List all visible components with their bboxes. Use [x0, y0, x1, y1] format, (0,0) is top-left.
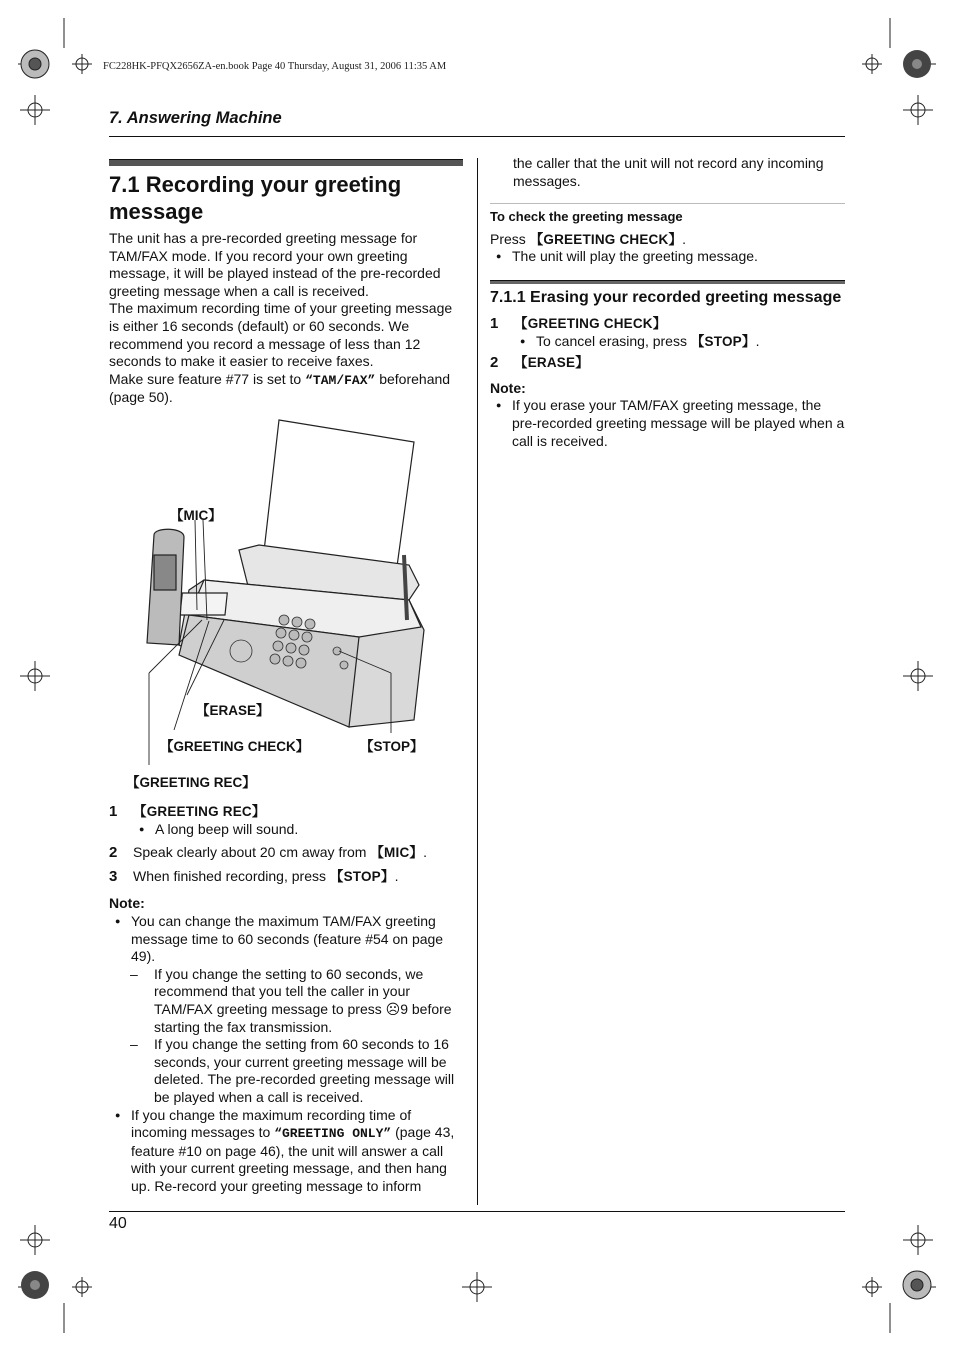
footer-rule [109, 1211, 845, 1212]
step-3: 3 When finished recording, press 【STOP】. [109, 867, 399, 885]
thin-rule [490, 203, 845, 204]
registration-target-top-left [21, 50, 49, 78]
sub-heading: 7.1.1 Erasing your recorded greeting message [490, 288, 842, 306]
check-bullet: ● The unit will play the greeting message. [490, 248, 845, 266]
note-bullet-2: ● If you change the maximum recording time of incoming messages to “GREETING ONLY” (page 43, feature #10 on page 46), the unit will answer a call with your current greeting message, and then hang up. Re-record your greeting message to inform [109, 1107, 463, 1196]
erase-step-1-bullet: ● To cancel erasing, press 【STOP】. [514, 333, 845, 351]
callout-erase: 【ERASE】 [196, 703, 270, 718]
greeting-only-setting: “GREETING ONLY” [274, 1126, 392, 1142]
erase-step-1: 1 【GREETING CHECK】 [490, 314, 667, 332]
stop-key: 【STOP】 [329, 868, 395, 884]
callout-greeting-rec: 【GREETING REC】 [126, 775, 256, 790]
erase-stop-key: 【STOP】 [690, 333, 756, 349]
erase-note-bullet: ● If you erase your TAM/FAX greeting message, the pre-recorded greeting message will be played when a call is received. [490, 397, 845, 450]
erase-greeting-check-key: 【GREETING CHECK】 [514, 315, 667, 331]
step-2: 2 Speak clearly about 20 cm away from 【MIC】. [109, 844, 427, 862]
callout-stop: 【STOP】 [360, 739, 424, 754]
column-divider [477, 158, 478, 1205]
header-rule [109, 136, 845, 137]
registration-target-bottom-right [903, 1271, 931, 1299]
registration-target-bottom-left [21, 1271, 49, 1299]
greeting-rec-key: 【GREETING REC】 [133, 804, 266, 819]
note-label: Note: [109, 895, 145, 912]
erase-note-label: Note: [490, 379, 526, 396]
callout-greeting-check: 【GREETING CHECK】 [160, 739, 310, 754]
print-header: FC228HK-PFQX2656ZA-en.book Page 40 Thursday, August 31, 2006 11:35 AM [103, 61, 447, 72]
callout-mic: 【MIC】 [170, 508, 222, 523]
continuation-text: the caller that the unit will not record any incoming messages. [513, 155, 824, 189]
tam-fax-setting: “TAM/FAX” [305, 372, 376, 388]
note-dash-2: – If you change the setting from 60 seconds to 16 seconds, your current greeting message will be deleted. The pre-recorded greeting message will be played when a call is received. [109, 1036, 463, 1106]
note-bullet-1: ● You can change the maximum TAM/FAX greeting message time to 60 seconds (feature #54 on page 49). [109, 913, 463, 966]
left-column [109, 171, 463, 407]
right-column [490, 155, 845, 450]
step-1-bullet: ● A long beep will sound. [133, 821, 463, 839]
erase-key: 【ERASE】 [514, 355, 589, 371]
intro-paragraph-3: Make sure feature #77 is set to “TAM/FAX” beforehand (page 50). [109, 370, 451, 406]
recording-steps [109, 803, 463, 1195]
heading-bar [109, 159, 463, 166]
intro-paragraph-2: The maximum recording time of your greeting message is either 16 seconds (default) or 60 seconds. We recommend you record a message of less than 12 seconds to make it easier to receive faxes. [109, 300, 453, 370]
section-title: 7. Answering Machine [109, 109, 282, 127]
note-dash-1: – If you change the setting to 60 seconds, we recommend that you tell the caller in your TAM/FAX greeting message to press ☹9 before starting the fax transmission. [109, 966, 463, 1036]
check-heading: To check the greeting message [490, 209, 683, 225]
erase-step-2: 2 【ERASE】 [490, 354, 589, 372]
main-heading: 7.1 Recording your greeting message [109, 172, 402, 224]
page-number: 40 [109, 1215, 127, 1232]
intro-paragraph-1: The unit has a pre-recorded greeting message for TAM/FAX mode. If you record your own greeting message, it will be played instead of the pre-recorded greeting message when a call is received. [109, 230, 441, 299]
check-instruction: Press 【GREETING CHECK】. [490, 230, 687, 247]
step-1: 1 【GREETING REC】 [109, 803, 266, 820]
subheading-bar [490, 280, 845, 284]
greeting-check-key: 【GREETING CHECK】 [529, 231, 683, 247]
mic-key: 【MIC】 [370, 845, 424, 861]
registration-target-top-right [903, 50, 931, 78]
